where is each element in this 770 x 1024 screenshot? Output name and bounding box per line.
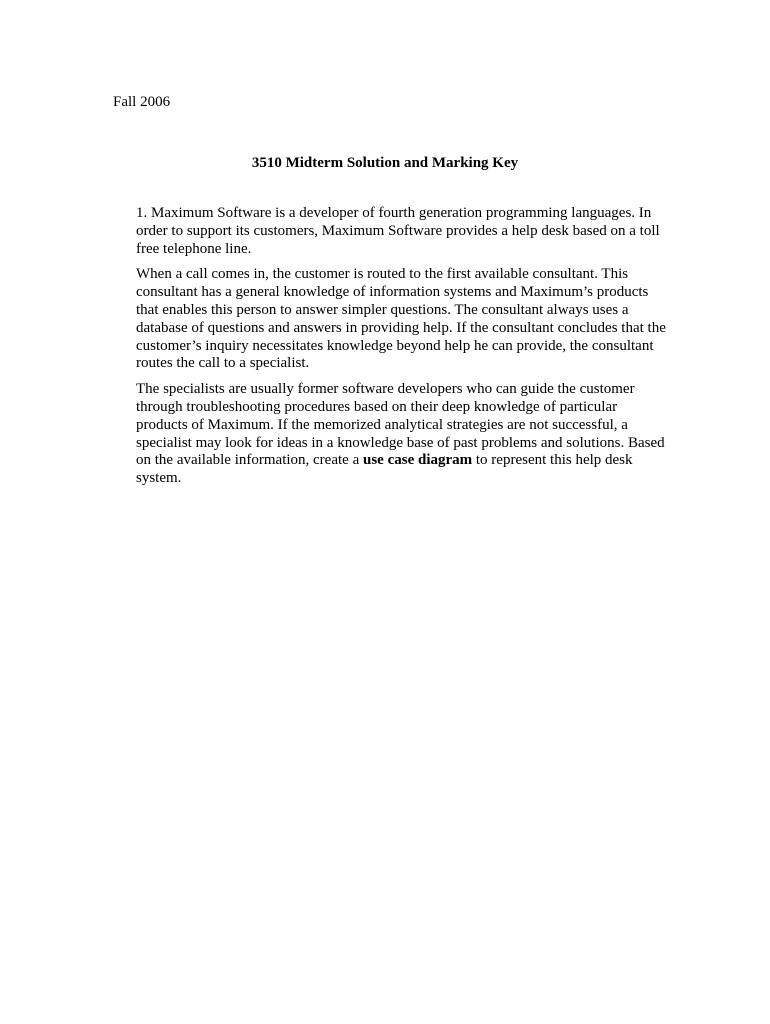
question-1-intro-paragraph: 1. Maximum Software is a developer of fourth generation programming languages. In order to support its customers, Maximum Software provides a help desk based on a toll free telephone line. [136, 205, 660, 257]
question-1-specialist-paragraph [136, 381, 666, 488]
question-1-specialist-text-end: to represent this help desk system. [136, 452, 633, 487]
question-1-specialist-text: The specialists are usually former software developers who can guide the customer through troubleshooting procedures based on their deep knowledge of particular products of Maximum. If the memorized analytical strategies are not successful, a specialist may look for ideas in a knowledge base of past problems and solutions. Based on the available information, create a [136, 381, 665, 469]
question-1-consultant-paragraph: When a call comes in, the customer is routed to the first available consultant. This consultant has a general knowledge of information systems and Maximum’s products that enables this person to answer simpler questions. The consultant always uses a database of questions and answers in providing help. If the consultant concludes that the customer’s inquiry necessitates knowledge beyond help he can provide, the consultant routes the call to a specialist. [136, 266, 666, 372]
page-title: 3510 Midterm Solution and Marking Key [251, 155, 519, 171]
question-1 [136, 205, 666, 496]
use-case-diagram-emphasis: use case diagram [362, 452, 473, 469]
term-label: Fall 2006 [113, 94, 171, 110]
